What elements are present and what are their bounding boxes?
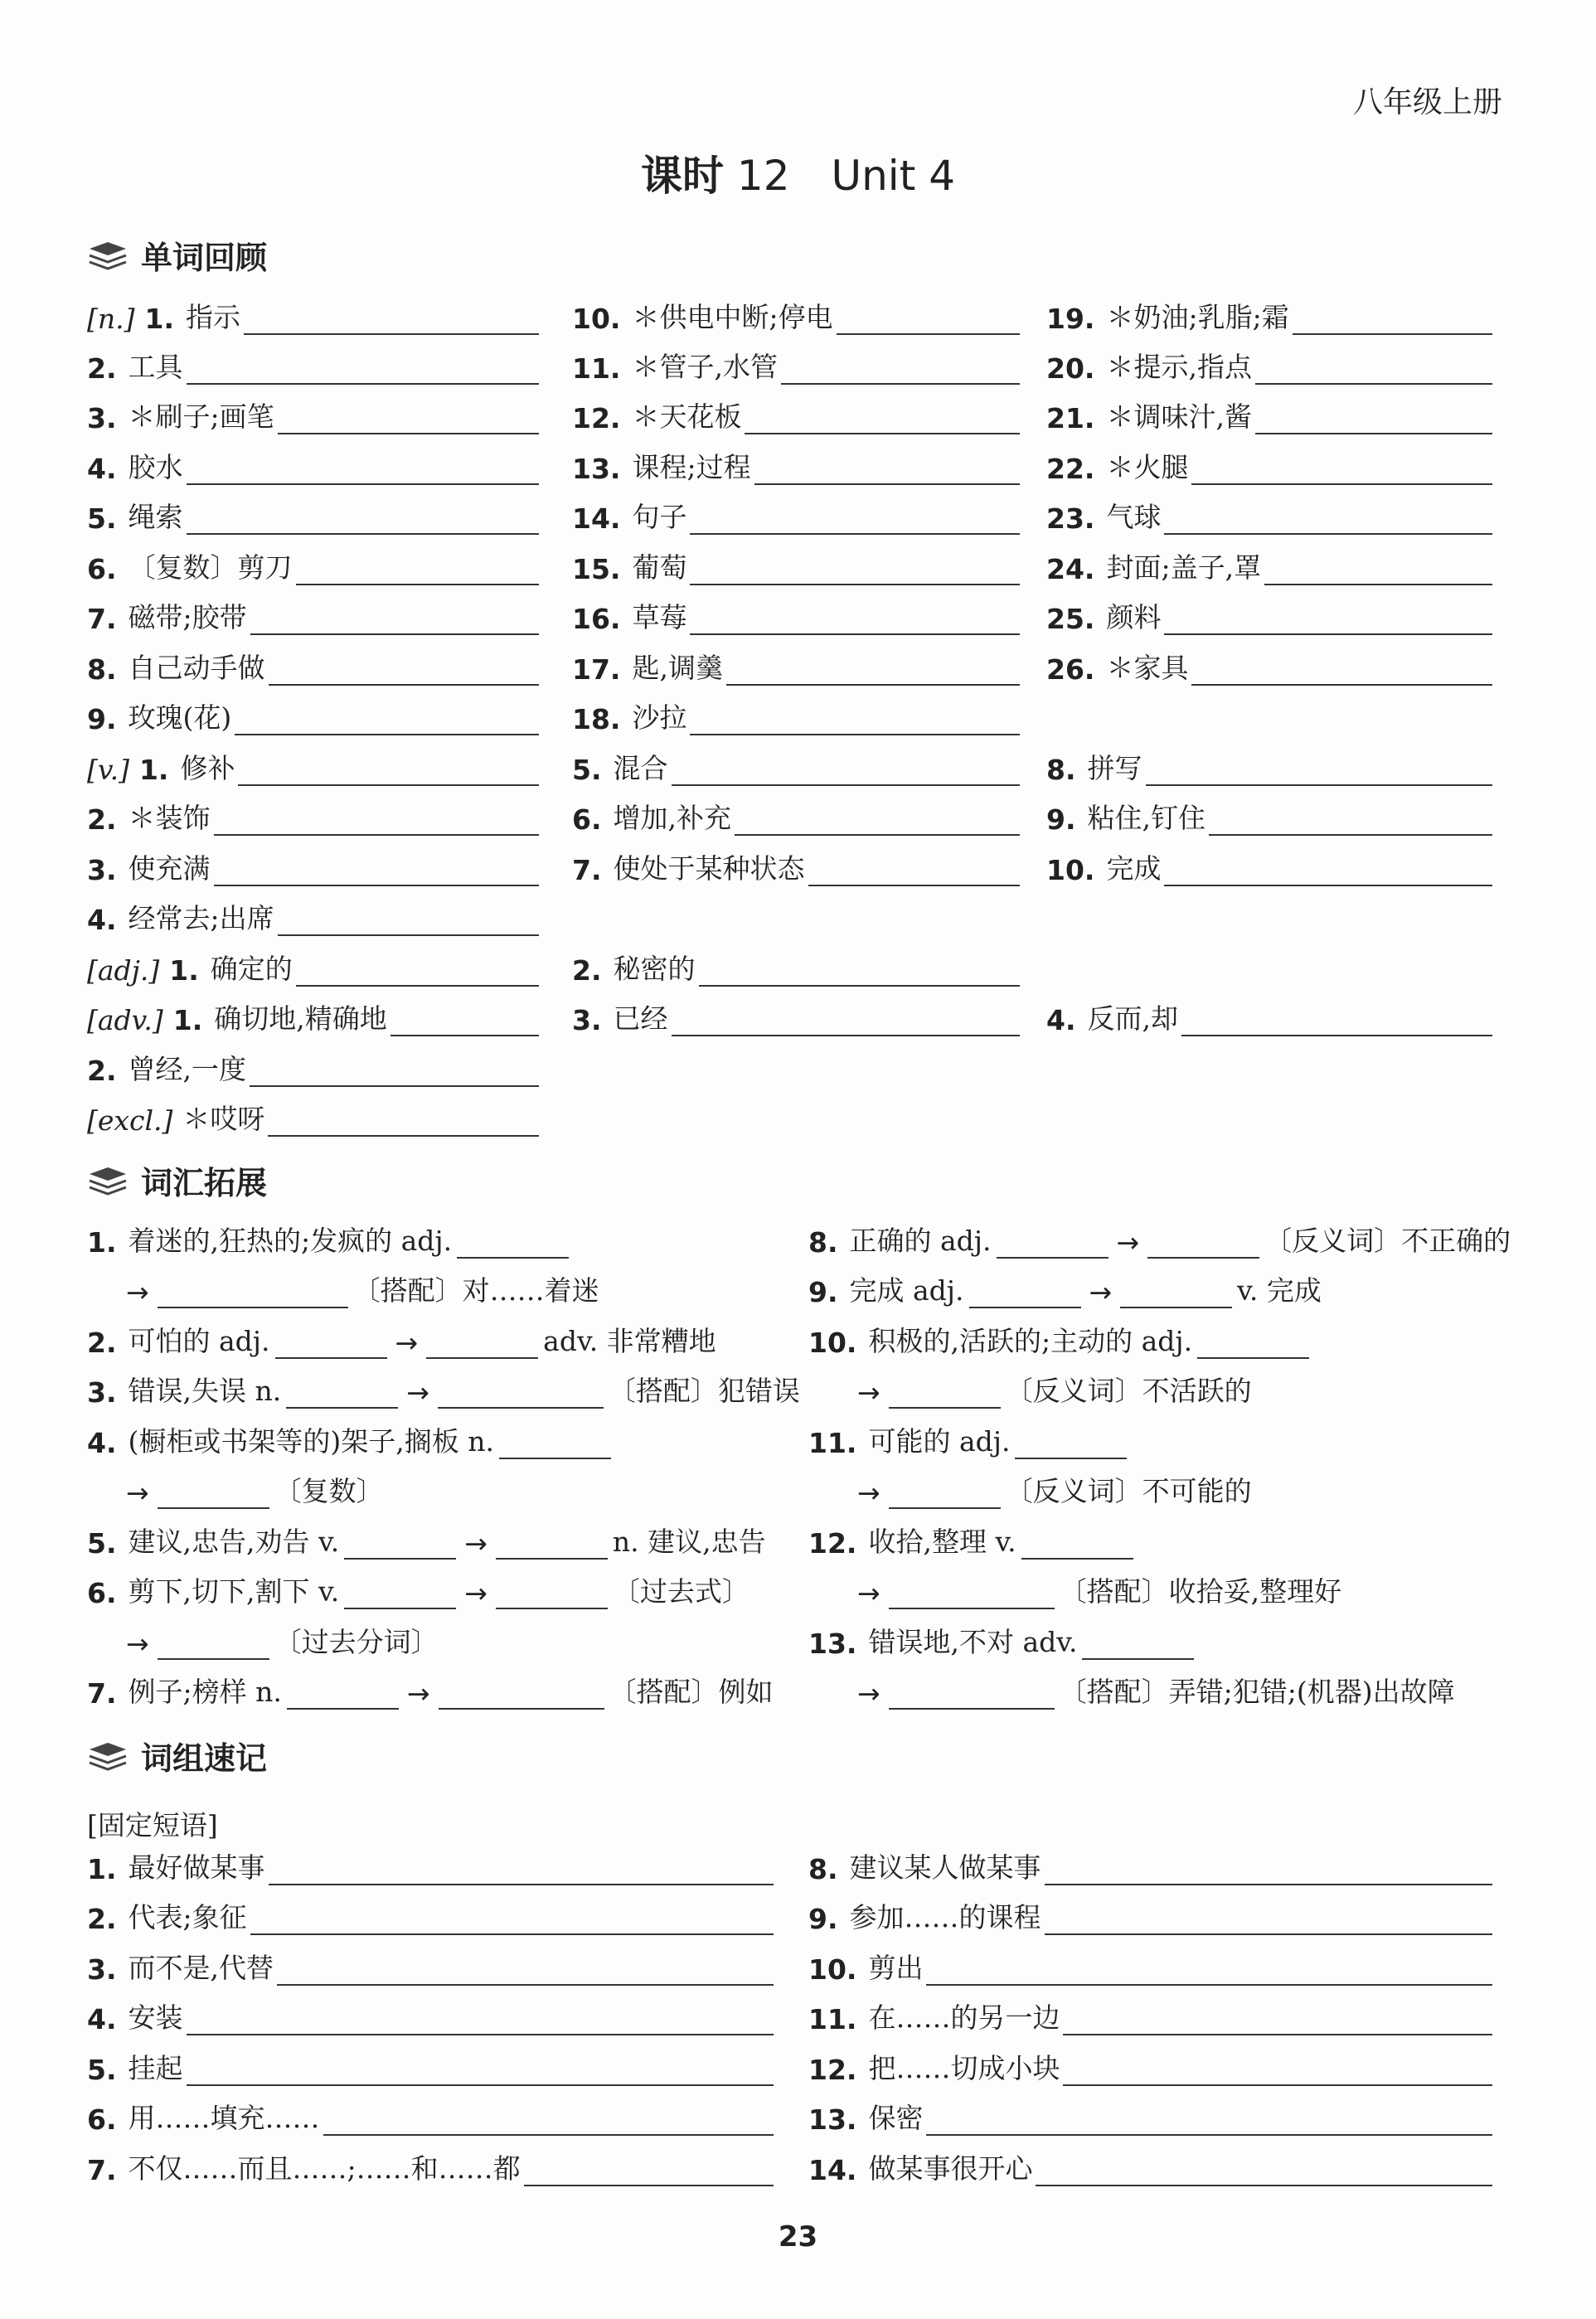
list-item — [854, 1472, 1252, 1509]
list-item: 7. 使处于某种状态 — [572, 850, 1020, 886]
item-text: 例子;榜样 n. — [128, 1676, 282, 1708]
answer-blank[interactable] — [1120, 1280, 1232, 1308]
item-text: 〔过去式〕 — [612, 1575, 749, 1608]
answer-blank[interactable] — [1045, 1857, 1493, 1885]
section-expand-header — [86, 1157, 267, 1203]
item-text: ＊天花板 — [632, 400, 742, 433]
answer-blank[interactable] — [837, 307, 1020, 335]
answer-blank[interactable] — [323, 2108, 774, 2136]
item-text: 〔搭配〕弄错;犯错;(机器)出故障 — [1059, 1676, 1455, 1708]
page-title — [0, 143, 1596, 202]
list-item — [123, 1472, 384, 1509]
list-item: 18. 沙拉 — [572, 699, 1020, 735]
answer-blank[interactable] — [244, 307, 539, 335]
list-item: 2. 工具 — [87, 348, 539, 385]
item-text: 确切地,精确地 — [214, 1002, 387, 1035]
answer-blank[interactable] — [187, 357, 540, 385]
item-text: 指示 — [186, 301, 240, 333]
pos-tag: [v.] — [87, 754, 129, 786]
arrow-icon: → — [857, 1477, 880, 1509]
item-text: n. 建议,忠告 — [612, 1526, 766, 1558]
list-item: 8. 建议某人做某事 — [808, 1849, 1492, 1885]
item-text: 最好做某事 — [128, 1851, 265, 1884]
list-item: 10. 积极的,活跃的;主动的 adj. — [808, 1322, 1314, 1359]
list-item: 9. 玫瑰(花) — [87, 699, 539, 735]
answer-blank[interactable] — [214, 858, 540, 886]
item-text: 正确的 adj. — [849, 1225, 992, 1257]
item-text: 收拾,整理 v. — [868, 1526, 1016, 1558]
list-item: 15. 葡萄 — [572, 549, 1020, 585]
answer-blank[interactable] — [745, 406, 1020, 434]
answer-blank[interactable] — [426, 1331, 538, 1359]
list-item: 12. 收拾,整理 v. — [808, 1523, 1138, 1560]
item-text: 不仅……而且……;……和……都 — [128, 2152, 521, 2185]
arrow-icon: → — [464, 1527, 488, 1560]
list-item: 2. 曾经,一度 — [87, 1050, 539, 1087]
answer-blank[interactable] — [1209, 808, 1492, 836]
books-icon — [86, 1164, 129, 1197]
list-item: 8. 正确的 adj. → 〔反义词〕不正确的 — [808, 1222, 1511, 1259]
item-text: 〔复数〕 — [274, 1475, 384, 1507]
list-item — [854, 1573, 1341, 1609]
answer-blank[interactable] — [926, 2108, 1492, 2136]
arrow-icon: → — [126, 1276, 149, 1308]
answer-blank[interactable] — [344, 1581, 456, 1609]
list-item: 19. ＊奶油;乳脂;霜 — [1046, 298, 1492, 335]
answer-blank[interactable] — [391, 1008, 539, 1036]
answer-blank[interactable] — [889, 1681, 1055, 1710]
list-item: 7. 磁带;胶带 — [87, 599, 539, 635]
list-item: 6. 剪下,切下,割下 v. → 〔过去式〕 — [87, 1573, 749, 1609]
answer-blank[interactable] — [926, 1958, 1492, 1986]
answer-blank[interactable] — [296, 557, 540, 585]
section-review-title: 单词回顾 — [141, 240, 268, 276]
answer-blank[interactable] — [690, 607, 1020, 635]
item-text: 建议,忠告,劝告 v. — [128, 1526, 340, 1558]
item-text: 胶水 — [128, 451, 183, 483]
answer-blank[interactable] — [439, 1681, 604, 1710]
answer-blank[interactable] — [1191, 457, 1492, 485]
answer-blank[interactable] — [187, 2058, 774, 2086]
answer-blank[interactable] — [1147, 1230, 1259, 1259]
list-item: 24. 封面;盖子,罩 — [1046, 549, 1492, 585]
list-item: 5. 建议,忠告,劝告 v. → n. 建议,忠告 — [87, 1523, 766, 1560]
item-text: v. 完成 — [1237, 1274, 1322, 1307]
answer-blank[interactable] — [672, 758, 1021, 786]
item-text: 完成 — [1106, 852, 1162, 885]
item-text: 〔反义词〕不可能的 — [1005, 1475, 1252, 1507]
item-text: 曾经,一度 — [128, 1053, 246, 1085]
answer-blank[interactable] — [287, 1681, 399, 1710]
item-text: 〔搭配〕犯错误 — [608, 1375, 800, 1407]
title-lesson: 课时 — [640, 152, 724, 200]
answer-blank[interactable] — [296, 958, 539, 987]
item-text: 可能的 adj. — [868, 1425, 1011, 1458]
answer-blank[interactable] — [158, 1632, 269, 1660]
answer-blank[interactable] — [238, 758, 539, 786]
list-item: 4. 安装 — [87, 1999, 774, 2035]
list-item — [123, 1623, 439, 1660]
item-text: 玫瑰(花) — [128, 701, 232, 734]
list-item: 8. 拼写 — [1046, 750, 1492, 786]
item-text: 颜料 — [1106, 601, 1162, 633]
answer-blank[interactable] — [781, 357, 1020, 385]
answer-blank[interactable] — [1164, 607, 1492, 635]
answer-blank[interactable] — [278, 406, 539, 434]
answer-blank[interactable] — [808, 858, 1021, 886]
item-text: 〔反义词〕不正确的 — [1264, 1225, 1511, 1257]
list-item: 14. 句子 — [572, 498, 1020, 535]
answer-blank[interactable] — [1021, 1531, 1133, 1560]
list-item: 11. ＊管子,水管 — [572, 348, 1020, 385]
answer-blank[interactable] — [499, 1431, 611, 1459]
item-text: 代表;象征 — [128, 1901, 247, 1933]
item-text: 完成 adj. — [849, 1274, 964, 1307]
answer-blank[interactable] — [1063, 2058, 1492, 2086]
item-text: ＊调味汁,酱 — [1106, 400, 1252, 433]
item-text: 粘住,钉住 — [1087, 802, 1205, 834]
answer-blank[interactable] — [275, 1331, 387, 1359]
answer-blank[interactable] — [690, 707, 1020, 735]
item-text: 匙,调羹 — [632, 652, 723, 684]
section-review-header — [86, 232, 267, 278]
list-item: 25. 颜料 — [1046, 599, 1492, 635]
list-item: 3. ＊刷子;画笔 — [87, 398, 539, 434]
list-item: 2. ＊装饰 — [87, 799, 539, 836]
list-item: 3. 错误,失误 n. → 〔搭配〕犯错误 — [87, 1372, 800, 1409]
answer-blank[interactable] — [1082, 1632, 1194, 1660]
answer-blank[interactable] — [672, 1008, 1021, 1036]
list-item: 6. 增加,补充 — [572, 799, 1020, 836]
fixed-phrases-label: [固定短语] — [87, 1809, 218, 1841]
books-icon — [86, 1739, 129, 1773]
list-item: 17. 匙,调羹 — [572, 649, 1020, 686]
answer-blank[interactable] — [735, 808, 1020, 836]
grade-label: 八年级上册 — [1353, 85, 1503, 119]
item-text: 确定的 — [210, 953, 293, 985]
list-item: 14. 做某事很开心 — [808, 2150, 1492, 2186]
answer-blank[interactable] — [1164, 507, 1492, 535]
item-text: 剪出 — [868, 1952, 924, 1984]
item-text: 用……填充…… — [128, 2102, 320, 2134]
section-expand-title: 词汇拓展 — [141, 1165, 268, 1201]
list-item: 4. 反而,却 — [1046, 1000, 1492, 1036]
item-text: 拼写 — [1087, 752, 1142, 784]
item-text: 草莓 — [632, 601, 687, 633]
answer-blank[interactable] — [250, 1907, 774, 1935]
item-text: 建议某人做某事 — [849, 1851, 1041, 1884]
answer-blank[interactable] — [158, 1481, 269, 1509]
item-text: 参加……的课程 — [849, 1901, 1041, 1933]
list-item: 16. 草莓 — [572, 599, 1020, 635]
answer-blank[interactable] — [187, 457, 540, 485]
item-text: 可怕的 adj. — [128, 1325, 270, 1357]
answer-blank[interactable] — [889, 1581, 1055, 1609]
item-text: 〔过去分词〕 — [274, 1626, 439, 1658]
list-item: 8. 自己动手做 — [87, 649, 539, 686]
item-text: adv. 非常糟地 — [543, 1325, 716, 1357]
item-text: 〔搭配〕对……着迷 — [352, 1274, 599, 1307]
item-text: 反而,却 — [1087, 1002, 1178, 1035]
answer-blank[interactable] — [1063, 2007, 1492, 2035]
list-item: 10. ＊供电中断;停电 — [572, 298, 1020, 335]
answer-blank[interactable] — [1197, 1331, 1309, 1359]
answer-blank[interactable] — [889, 1380, 1001, 1409]
answer-blank[interactable] — [726, 657, 1020, 686]
list-item: 12. 把……切成小块 — [808, 2050, 1492, 2086]
item-text: 磁带;胶带 — [128, 601, 247, 633]
item-text: 挂起 — [128, 2052, 183, 2084]
list-item: 6. 〔复数〕剪刀 — [87, 549, 539, 585]
section-phrases-header — [86, 1733, 267, 1778]
page-number: 23 — [778, 2220, 818, 2254]
answer-blank[interactable] — [690, 507, 1020, 535]
item-text: 工具 — [128, 351, 183, 383]
item-text: 葡萄 — [632, 551, 687, 584]
item-text: 积极的,活跃的;主动的 adj. — [868, 1325, 1193, 1357]
item-text: 〔搭配〕例如 — [609, 1676, 774, 1708]
answer-blank[interactable] — [889, 1481, 1001, 1509]
list-item: 13. 保密 — [808, 2099, 1492, 2136]
section-phrases-title: 词组速记 — [141, 1740, 268, 1777]
answer-blank[interactable] — [344, 1531, 456, 1560]
list-item: [v.] 1. 修补 — [87, 750, 539, 786]
list-item: 10. 剪出 — [808, 1949, 1492, 1986]
item-text: 保密 — [868, 2102, 924, 2134]
item-text: ＊哎呀 — [182, 1103, 265, 1135]
list-item: [n.] 1. 指示 — [87, 298, 539, 335]
item-text: 自己动手做 — [128, 652, 265, 684]
answer-blank[interactable] — [457, 1230, 569, 1259]
answer-blank[interactable] — [269, 1857, 774, 1885]
list-item: 9. 完成 adj. → v. 完成 — [808, 1272, 1322, 1308]
list-item: 20. ＊提示,指点 — [1046, 348, 1492, 385]
answer-blank[interactable] — [496, 1531, 608, 1560]
list-item: 4. 经常去;出席 — [87, 900, 539, 936]
answer-blank[interactable] — [1045, 1907, 1493, 1935]
item-text: 着迷的,狂热的;发疯的 adj. — [128, 1225, 453, 1257]
item-text: 把……切成小块 — [868, 2052, 1060, 2084]
item-text: ＊火腿 — [1106, 451, 1189, 483]
pos-tag: [adj.] — [87, 954, 160, 987]
list-item: 11. 在……的另一边 — [808, 1999, 1492, 2035]
arrow-icon: → — [406, 1677, 430, 1710]
item-text: 沙拉 — [632, 701, 687, 734]
answer-blank[interactable] — [754, 457, 1020, 485]
answer-blank[interactable] — [187, 507, 540, 535]
item-text: 经常去;出席 — [128, 902, 274, 934]
list-item: 3. 而不是,代替 — [87, 1949, 774, 1986]
list-item: 26. ＊家具 — [1046, 649, 1492, 686]
answer-blank[interactable] — [1264, 557, 1492, 585]
answer-blank[interactable] — [969, 1280, 1081, 1308]
list-item: 2. 代表;象征 — [87, 1899, 774, 1935]
item-text: 安装 — [128, 2001, 183, 2034]
item-text: 使处于某种状态 — [613, 852, 805, 885]
list-item: [adj.] 1. 确定的 — [87, 950, 539, 987]
list-item: 23. 气球 — [1046, 498, 1492, 535]
list-item: 3. 已经 — [572, 1000, 1020, 1036]
list-item: 7. 例子;榜样 n. → 〔搭配〕例如 — [87, 1673, 774, 1710]
item-text: ＊管子,水管 — [632, 351, 778, 383]
answer-blank[interactable] — [524, 2158, 774, 2186]
list-item — [854, 1673, 1455, 1710]
item-text: 气球 — [1106, 501, 1162, 533]
list-item: 5. 混合 — [572, 750, 1020, 786]
item-text: 〔搭配〕收拾妥,整理好 — [1059, 1575, 1342, 1608]
item-text: 句子 — [632, 501, 687, 533]
list-item: 9. 参加……的课程 — [808, 1899, 1492, 1935]
arrow-icon: → — [126, 1477, 149, 1509]
pos-tag: [adv.] — [87, 1004, 163, 1036]
answer-blank[interactable] — [690, 557, 1020, 585]
answer-blank[interactable] — [496, 1581, 608, 1609]
list-item: 1. 最好做某事 — [87, 1849, 774, 1885]
answer-blank[interactable] — [438, 1380, 604, 1409]
pos-tag: [n.] — [87, 303, 135, 335]
item-text: 封面;盖子,罩 — [1106, 551, 1262, 584]
arrow-icon: → — [464, 1577, 488, 1609]
answer-blank[interactable] — [1191, 657, 1492, 686]
item-text: ＊供电中断;停电 — [632, 301, 833, 333]
list-item: 11. 可能的 adj. — [808, 1423, 1132, 1459]
list-item: 3. 使充满 — [87, 850, 539, 886]
list-item: 13. 课程;过程 — [572, 449, 1020, 485]
list-item: 10. 完成 — [1046, 850, 1492, 886]
answer-blank[interactable] — [214, 808, 540, 836]
answer-blank[interactable] — [1255, 406, 1492, 434]
list-item — [123, 1272, 599, 1308]
list-item: 13. 错误地,不对 adv. — [808, 1623, 1199, 1660]
arrow-icon: → — [395, 1327, 419, 1359]
answer-blank[interactable] — [235, 707, 539, 735]
pos-tag: [excl.] — [87, 1104, 173, 1137]
item-text: (橱柜或书架等的)架子,搁板 n. — [128, 1425, 494, 1458]
answer-blank[interactable] — [278, 908, 539, 936]
item-text: 〔复数〕剪刀 — [128, 551, 293, 584]
answer-blank[interactable] — [277, 1958, 774, 1986]
item-text: 做某事很开心 — [868, 2152, 1033, 2185]
item-text: 使充满 — [128, 852, 211, 885]
answer-blank[interactable] — [1036, 2158, 1492, 2186]
answer-blank[interactable] — [1255, 357, 1492, 385]
answer-blank[interactable] — [997, 1230, 1108, 1259]
item-text: 混合 — [613, 752, 668, 784]
answer-blank[interactable] — [699, 958, 1021, 987]
list-item: 2. 可怕的 adj. → adv. 非常糟地 — [87, 1322, 716, 1359]
list-item: 21. ＊调味汁,酱 — [1046, 398, 1492, 434]
arrow-icon: → — [1089, 1276, 1113, 1308]
list-item: 5. 绳索 — [87, 498, 539, 535]
list-item: 2. 秘密的 — [572, 950, 1020, 987]
item-text: 错误,失误 n. — [128, 1375, 282, 1407]
title-unit: 12 Unit 4 — [736, 152, 956, 200]
list-item: 4. 胶水 — [87, 449, 539, 485]
answer-blank[interactable] — [1181, 1008, 1492, 1036]
arrow-icon: → — [857, 1577, 880, 1609]
answer-blank[interactable] — [250, 607, 539, 635]
list-item: 7. 不仅……而且……;……和……都 — [87, 2150, 774, 2186]
item-text: ＊装饰 — [128, 802, 211, 834]
list-item: 6. 用……填充…… — [87, 2099, 774, 2136]
arrow-icon: → — [857, 1376, 880, 1409]
item-text: ＊奶油;乳脂;霜 — [1106, 301, 1289, 333]
list-item: 12. ＊天花板 — [572, 398, 1020, 434]
item-text: ＊刷子;画笔 — [128, 400, 274, 433]
item-text: 错误地,不对 adv. — [868, 1626, 1078, 1658]
item-text: 秘密的 — [613, 953, 696, 985]
list-item: 22. ＊火腿 — [1046, 449, 1492, 485]
item-text: 剪下,切下,割下 v. — [128, 1575, 340, 1608]
item-text: 绳索 — [128, 501, 183, 533]
answer-blank[interactable] — [1164, 858, 1492, 886]
item-text: 〔反义词〕不活跃的 — [1005, 1375, 1252, 1407]
answer-blank[interactable] — [1293, 307, 1492, 335]
item-text: 已经 — [613, 1002, 668, 1035]
arrow-icon: → — [1116, 1226, 1140, 1259]
item-text: 课程;过程 — [632, 451, 751, 483]
answer-blank[interactable] — [268, 1109, 539, 1137]
list-item — [87, 1100, 539, 1137]
list-item: 1. 着迷的,狂热的;发疯的 adj. — [87, 1222, 574, 1259]
list-item: 4. (橱柜或书架等的)架子,搁板 n. — [87, 1423, 616, 1459]
answer-blank[interactable] — [187, 2007, 774, 2035]
item-text: 增加,补充 — [613, 802, 731, 834]
item-text: 在……的另一边 — [868, 2001, 1060, 2034]
answer-blank[interactable] — [158, 1280, 348, 1308]
list-item — [854, 1372, 1252, 1409]
item-text: ＊家具 — [1106, 652, 1189, 684]
answer-blank[interactable] — [250, 1059, 539, 1087]
arrow-icon: → — [126, 1628, 149, 1660]
answer-blank[interactable] — [1146, 758, 1493, 786]
answer-blank[interactable] — [286, 1380, 398, 1409]
arrow-icon: → — [406, 1376, 429, 1409]
answer-blank[interactable] — [1015, 1431, 1127, 1459]
item-text: 修补 — [180, 752, 235, 784]
list-item: [adv.] 1. 确切地,精确地 — [87, 1000, 539, 1036]
list-item: 5. 挂起 — [87, 2050, 774, 2086]
arrow-icon: → — [857, 1677, 880, 1710]
item-text: ＊提示,指点 — [1106, 351, 1252, 383]
list-item: 9. 粘住,钉住 — [1046, 799, 1492, 836]
books-icon — [86, 239, 129, 272]
item-text: 而不是,代替 — [128, 1952, 274, 1984]
answer-blank[interactable] — [269, 657, 540, 686]
